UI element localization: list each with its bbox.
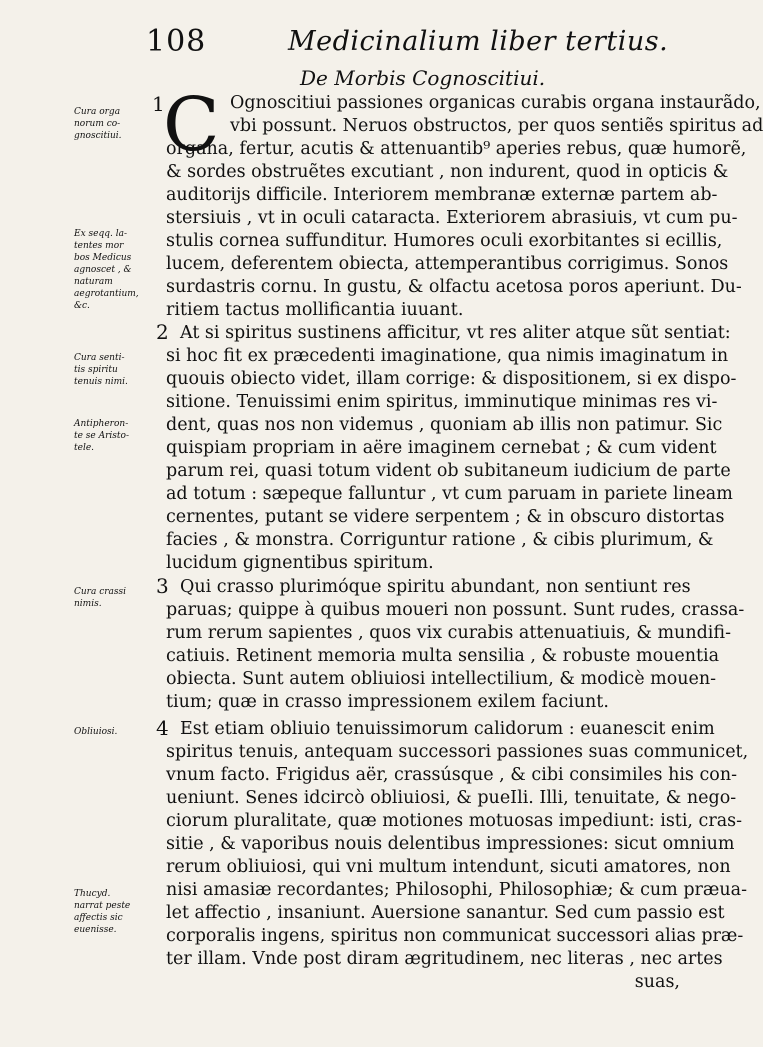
text-line: Qui crasso plurimóque spiritu abundant, non sentiunt res — [180, 577, 691, 597]
text-line: ad totum : sæpeque falluntur , vt cum paruam in pariete lineam — [166, 484, 733, 504]
paragraph-number: 4 — [156, 716, 169, 740]
paragraph-4-body — [166, 718, 749, 994]
text-line: si hoc fit ex præcedenti imaginatione, qua nimis imaginatum in — [166, 346, 729, 366]
text-line: stulis cornea suffunditur. Humores oculi exorbitantes si ecillis, — [166, 231, 723, 251]
text-line: organa, fertur, acutis & attenuantib⁹ aperies rebus, quæ humorẽ, — [166, 139, 747, 159]
text-line: lucidum gignentibus spiritum. — [166, 553, 434, 573]
margin-note-cura-organorum: Cura orga norum co- gnoscitiui. — [74, 107, 122, 141]
text-line: vnum facto. Frigidus aër, crassúsque , & cibi consimiles his con- — [166, 765, 737, 785]
paragraph-3-body — [166, 576, 745, 714]
text-line: spiritus tenuis, antequam successori passiones suas communicet, — [166, 742, 749, 762]
text-line: cernentes, putant se videre serpentem ; & in obscuro distortas — [166, 507, 725, 527]
text-line: ciorum pluralitate, quæ motiones motuosas impediunt: isti, cras- — [166, 811, 743, 831]
margin-note-antipheronte: Antipheron- te se Aristo- tele. — [74, 419, 129, 453]
text-line: sitione. Tenuissimi enim spiritus, imminutique minimas res vi- — [166, 392, 718, 412]
text-line: ritiem tactus mollificantia iuuant. — [166, 300, 464, 320]
margin-note-cura-sentientis: Cura senti- tis spiritu tenuis nimi. — [74, 353, 128, 387]
text-line: tium; quæ in crasso impressionem exilem faciunt. — [166, 692, 609, 712]
text-line: quispiam propriam in aëre imaginem cernebat ; & cum vident — [166, 438, 717, 458]
text-line: ter illam. Vnde post diram ægritudinem, nec literas , nec artes — [166, 949, 723, 969]
text-line: let affectio , insaniunt. Auersione sanantur. Sed cum passio est — [166, 903, 725, 923]
paragraph-1-body — [166, 138, 747, 322]
text-line: nisi amasiæ recordantes; Philosophi, Philosophiæ; & cum præua- — [166, 880, 747, 900]
text-line: paruas; quippe à quibus moueri non possunt. Sunt rudes, crassa- — [166, 600, 745, 620]
margin-note-cura-crassi: Cura crassi nimis. — [74, 587, 127, 609]
text-line: rerum obliuiosi, qui vni multum intendunt, sicuti amatores, non — [166, 857, 731, 877]
text-line: Est etiam obliuio tenuissimorum calidorum : euanescit enim — [180, 719, 715, 739]
text-line: lucem, deferentem obiecta, attemperantibus corrigimus. Sonos — [166, 254, 729, 274]
text-line: rum rerum sapientes , quos vix curabis attenuatiuis, & mundifi- — [166, 623, 731, 643]
paragraph-number: 2 — [156, 320, 169, 344]
text-line: obiecta. Sunt autem obliuiosi intellectilium, & modicè mouen- — [166, 669, 717, 689]
text-line: & sordes obstruẽtes excutiant , non indurent, quod in opticis & — [166, 162, 729, 182]
paragraph-number: 3 — [156, 574, 169, 598]
text-line: facies , & monstra. Corriguntur ratione , & cibis plurimum, & — [166, 530, 714, 550]
margin-note-ex-seqq: Ex seqq. la- tentes mor bos Medicus agnoscet , & naturam aegrotantium, &c. — [74, 229, 139, 311]
text-line: At si spiritus sustinens afficitur, vt res aliter atque sũt sentiat: — [180, 323, 731, 343]
paragraph-number: 1 — [152, 92, 165, 116]
page-number: 108 — [146, 24, 207, 59]
margin-note-thucyd: Thucyd. narrat peste affectis sic euenisse. — [74, 889, 131, 935]
paragraph-2-body — [166, 322, 737, 575]
text-line: corporalis ingens, spiritus non communicat successori alias præ- — [166, 926, 744, 946]
margin-note-obliuiosi: Obliuiosi. — [74, 727, 118, 737]
text-line: catiuis. Retinent memoria multa sensilia , & robuste mouentia — [166, 646, 720, 666]
running-title: Medicinalium liber tertius. — [288, 26, 669, 57]
text-line: stersiuis , vt in oculi cataracta. Exteriorem abrasiuis, vt cum pu- — [166, 208, 738, 228]
text-line: ueniunt. Senes idcircò obliuiosi, & pueIli. Illi, tenuitate, & nego- — [166, 788, 737, 808]
text-line: parum rei, quasi totum vident ob subitaneum iudicium de parte — [166, 461, 731, 481]
text-line: auditorijs difficile. Interiorem membranæ externæ partem ab- — [166, 185, 718, 205]
text-line: vbi possunt. Neruos obstructos, per quos sentiẽs spiritus ad — [230, 116, 763, 136]
text-line: sitie , & vaporibus nouis delentibus impressiones: sicut omnium — [166, 834, 735, 854]
text-line: surdastris cornu. In gustu, & olfactu acetosa poros aperiunt. Du- — [166, 277, 742, 297]
drop-cap: C — [163, 82, 220, 168]
paragraph-1-opening — [230, 92, 763, 138]
section-title: De Morbis Cognoscitiui. — [300, 66, 546, 90]
text-line: Ognoscitiui passiones organicas curabis organa instaurãdo, — [230, 93, 761, 113]
text-line: dent, quas nos non videmus , quoniam ab illis non patimur. Sic — [166, 415, 723, 435]
text-line: quouis obiecto videt, illam corrige: & dispositionem, si ex dispo- — [166, 369, 737, 389]
catchword: suas, — [634, 972, 680, 992]
